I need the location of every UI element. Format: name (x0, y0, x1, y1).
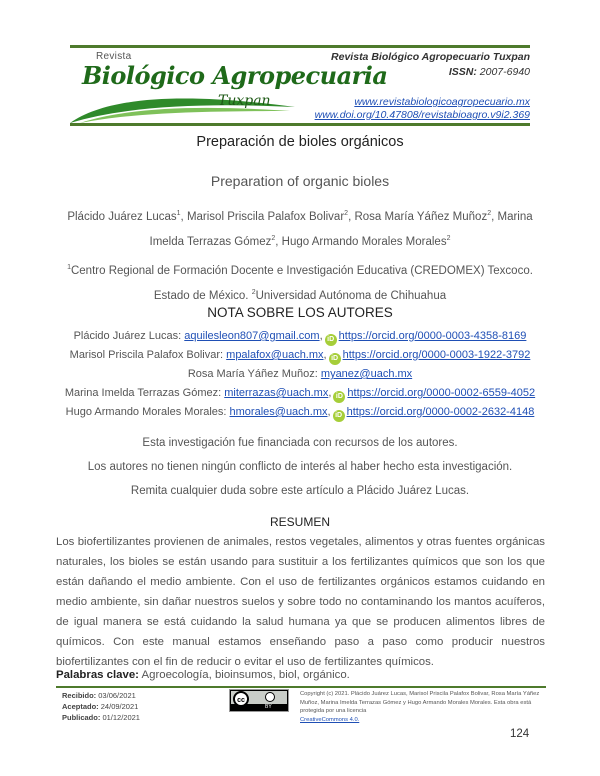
website-link[interactable]: www.revistabiologicoagropecuario.mx (354, 96, 530, 108)
funding-statement: Esta investigación fue financiada con recursos de los autores. (142, 437, 458, 449)
logo-revista: Revista (96, 51, 132, 62)
issn-label: ISSN: (448, 66, 477, 78)
affiliation-1: Centro Regional de Formación Docente e Investigación Educativa (CREDOMEX) Texcoco. Estado de México. (70, 264, 533, 302)
email-link[interactable]: miterrazas@uach.mx (224, 387, 329, 399)
abstract-text: Los biofertilizantes provienen de animales, restos vegetales, alimentos y otras fuentes orgánicas naturales, los bioles se están usando para sustituir a los fertilizantes químicos que son los que están dañando el medio ambiente. Con el uso de fertilizantes orgánicos estamos cuidando en medio ambiente, sin dañar nuestros suelos y sobre todo no contaminando los mantos acuíferos, de igual manera se está cuidando la salud humana ya que se producen alimentos libres de químicos. Con este manual estamos enseñando paso a paso como producir nuestros biofertilizantes con el fin de reducir o evitar el uso de fertilizantes químicos. (56, 536, 545, 668)
author-affiliation-mark: 2 (446, 234, 451, 242)
author-affiliation-mark: 2 (271, 234, 276, 242)
author-affiliation-mark: 1 (176, 210, 181, 217)
orcid-link[interactable]: https://orcid.org/0000-0003-4358-8169 (338, 330, 527, 342)
contact-name: Marina Imelda Terrazas Gómez: (64, 387, 222, 399)
keywords-value: Agroecología, bioinsumos, biol, orgánico. (141, 669, 350, 681)
orcid-icon: iD (333, 410, 345, 422)
issn (449, 66, 530, 78)
swoosh-icon (70, 85, 310, 125)
orcid-icon: iD (333, 391, 345, 403)
received-date: 03/06/2021 (98, 691, 136, 700)
author-contact-row: Hugo Armando Morales Morales: hmorales@uach.mx, iD https://orcid.org/0000-0002-2632-4148 (0, 403, 600, 422)
author-contact-row (0, 365, 600, 384)
article-title-en: Preparation of organic bioles (210, 173, 390, 189)
email-link[interactable]: mpalafox@uach.mx (226, 349, 324, 361)
orcid-icon: iD (325, 334, 337, 346)
orcid-link[interactable]: https://orcid.org/0000-0002-6559-4052 (347, 387, 536, 399)
journal-name: Revista Biológico Agropecuario Tuxpan (331, 51, 530, 63)
author-name: Plácido Juárez Lucas (67, 210, 177, 223)
footer-rule (56, 686, 546, 688)
copyright-notice (300, 690, 550, 724)
author-list: Plácido Juárez Lucas$^1$, Marisol Priscila Palafox Bolivar$^2$, Rosa María Yáñez Muñoz$^2$, Marina Imelda Terrazas Gómez$^2$, Hugo Armando Morales Morales$^2$ (67, 210, 533, 248)
logo-title: Biológico Agropecuaria (82, 61, 388, 90)
orcid-link[interactable]: https://orcid.org/0000-0002-2632-4148 (346, 406, 535, 418)
affiliation-2: Universidad Autónoma de Chihuahua (255, 289, 447, 302)
conflict-statement: Los autores no tienen ningún conflicto de interés al haber hecho esta investigación. (87, 461, 513, 473)
email-link[interactable]: aquilesleon807@gmail.com (184, 330, 320, 342)
resumen-title: RESUMEN (269, 515, 330, 529)
keywords (56, 669, 350, 681)
author-name: Marina Imelda Terrazas Gómez (149, 210, 533, 248)
email-link[interactable]: myanez@uach.mx (320, 368, 413, 380)
received-label: Recibido: (62, 691, 97, 700)
author-name: Marisol Priscila Palafox Bolivar (186, 210, 345, 223)
contact-statement: Remita cualquier duda sobre este artículo a Plácido Juárez Lucas. (130, 485, 470, 497)
doi-link[interactable]: www.doi.org/10.47808/revistabioagro.v9i2.369 (314, 109, 530, 121)
copyright-text: Copyright (c) 2021. Plácido Juárez Lucas, Marisol Priscila Palafox Bolivar, Rosa María Yáñez Muñoz, Marina Imelda Terrazas Gómez y Hugo Armando Morales Morales. Esta obra está protegida por una licencia (300, 691, 540, 715)
publication-dates (62, 690, 140, 723)
contact-name: Hugo Armando Morales Morales: (65, 406, 227, 418)
author-contacts (0, 327, 600, 422)
author-contact-row: Marina Imelda Terrazas Gómez: miterrazas@uach.mx, iD https://orcid.org/0000-0002-6559-4052 (0, 384, 600, 403)
contact-name: Plácido Juárez Lucas: (73, 330, 182, 342)
affiliations (60, 257, 540, 307)
cc-by-license-badge[interactable] (229, 689, 289, 712)
keywords-label: Palabras clave: (56, 669, 139, 681)
page-number: 124 (510, 728, 530, 740)
issn-value: 2007-6940 (479, 66, 530, 78)
author-affiliation-mark: 2 (487, 210, 492, 217)
logo-tuxpan: Tuxpan (218, 93, 271, 109)
published-date: 01/12/2021 (102, 713, 140, 722)
contact-name: Marisol Priscila Palafox Bolivar: (69, 349, 224, 361)
affiliation-mark: 1 (67, 264, 71, 271)
cc-icon: cc (233, 691, 249, 707)
article-title-es: Preparación de bioles orgánicos (196, 134, 404, 150)
author-name: Hugo Armando Morales Morales (281, 235, 447, 248)
author-name: Rosa María Yáñez Muñoz (354, 210, 488, 223)
journal-logo (70, 47, 388, 125)
license-link[interactable]: CreativeCommons 4.0. (300, 716, 360, 723)
accepted-label: Aceptado: (62, 702, 99, 711)
attribution-icon (265, 692, 275, 702)
orcid-link[interactable]: https://orcid.org/0000-0003-1922-3792 (342, 349, 531, 361)
published-label: Publicado: (62, 713, 101, 722)
nota-title: NOTA SOBRE LOS AUTORES (207, 305, 393, 320)
author-contact-row: Plácido Juárez Lucas: aquilesleon807@gmail.com, iD https://orcid.org/0000-0003-4358-8169 (0, 327, 600, 346)
orcid-icon: iD (329, 353, 341, 365)
author-affiliation-mark: 2 (344, 210, 349, 217)
by-label: BY (265, 704, 272, 710)
affiliation-mark: 2 (251, 288, 256, 296)
author-contact-row: Marisol Priscila Palafox Bolivar: mpalafox@uach.mx, iD https://orcid.org/0000-0003-1922-3792 (0, 346, 600, 365)
contact-name: Rosa María Yáñez Muñoz: (187, 368, 318, 380)
email-link[interactable]: hmorales@uach.mx (229, 406, 328, 418)
accepted-date: 24/09/2021 (100, 702, 139, 711)
